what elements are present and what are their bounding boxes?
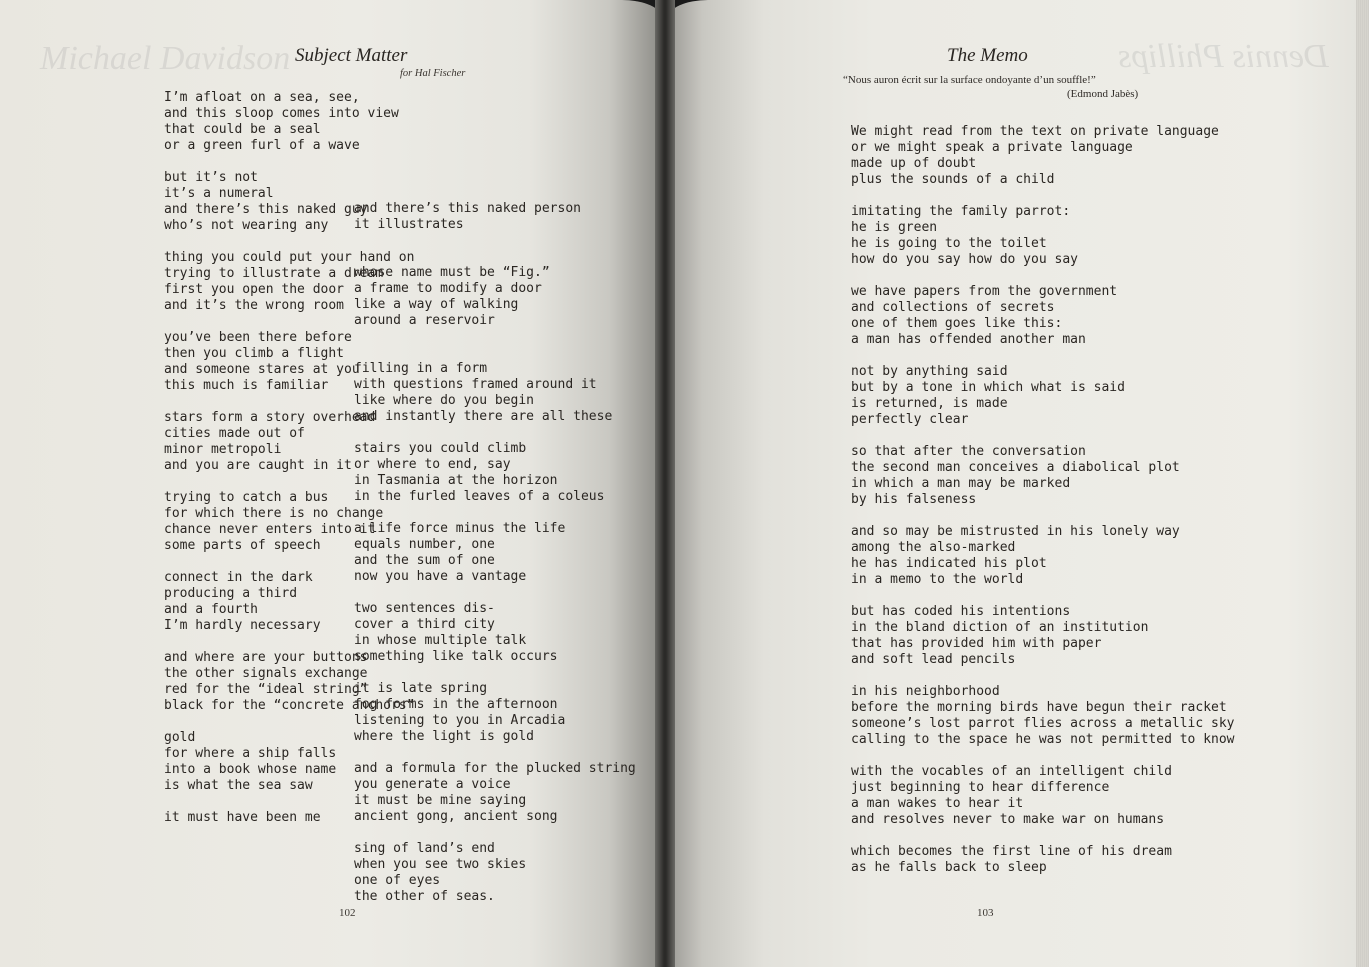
show-through-text: Michael Davidson [40, 40, 291, 77]
left-page [0, 0, 662, 967]
poem-body: We might read from the text on private language or we might speak a private language made up of doubt plus the sounds of a child imitating the family parrot: he is green he is going to the toilet how do you say how do you say we have papers from the government and collections of secrets one of them goes like this: a man has offended another man not by anything said but by a tone in which what is said is returned, is made perfectly clear so that after the conversation the second man conceives a diabolical plot in which a man may be marked by his falseness and so may be mistrusted in his lonely way among the also-marked he has indicated his plot in a memo to the world but has coded his intentions in the bland diction of an institution that has provided him with paper and soft lead pencils in his neighborhood before the morning birds have begun their racket someone’s lost parrot flies across a metallic sky calling to the space he was not permitted to know with the vocables of an intelligent child just beginning to hear difference a man wakes to hear it and resolves never to make war on humans which becomes the first line of his dream as he falls back to sleep [851, 124, 1235, 875]
right-page [668, 0, 1356, 967]
page-edges [1356, 0, 1369, 967]
page-number: 103 [977, 907, 994, 919]
poem-column-left: I’m afloat on a sea, see, and this sloop comes into view that could be a seal or a green furl of a wave but it’s not it’s a numeral and there’s this naked guy who’s not wearing any thing you could put your hand on trying to illustrate a dream first you open the door and it’s the wrong room you’ve been there before then you climb a flight and someone stares at you this much is familiar stars form a story overhead cities made out of minor metropoli and you are caught in it trying to catch a bus for which there is no change chance never enters into it some parts of speech connect in the dark producing a third and a fourth I’m hardly necessary and where are your buttons the other signals exchange red for the “ideal string” black for the “concrete anchors” gold for where a ship falls into a book whose name is what the sea saw it must have been me [164, 90, 415, 825]
poem-title: The Memo [947, 45, 1028, 66]
show-through-text: Dennis Phillips [1118, 38, 1329, 75]
poem-column-right: and there’s this naked person it illustrates whose name must be “Fig.” a frame to modify a door like a way of walking around a reservoir filling in a form with questions framed around it like where do you begin and instantly there are all these stairs you could climb or where to end, say in Tasmania at the horizon in the furled leaves of a coleus a life force minus the life equals number, one and the sum of one now you have a vantage two sentences dis- cover a third city in whose multiple talk something like talk occurs it is late spring fog forms in the afternoon listening to you in Arcadia where the light is gold and a formula for the plucked string you generate a voice it must be mine saying ancient gong, ancient song sing of land’s end when you see two skies one of eyes the other of seas. [354, 201, 636, 904]
epigraph-quote: “Nous auron écrit sur la surface ondoyante d’un souffle!” [843, 74, 1096, 86]
epigraph-attribution: (Edmond Jabès) [1067, 88, 1139, 100]
poem-title: Subject Matter [295, 45, 408, 66]
poem-dedication: for Hal Fischer [400, 68, 466, 79]
book-gutter [655, 0, 675, 967]
page-number: 102 [339, 907, 356, 919]
